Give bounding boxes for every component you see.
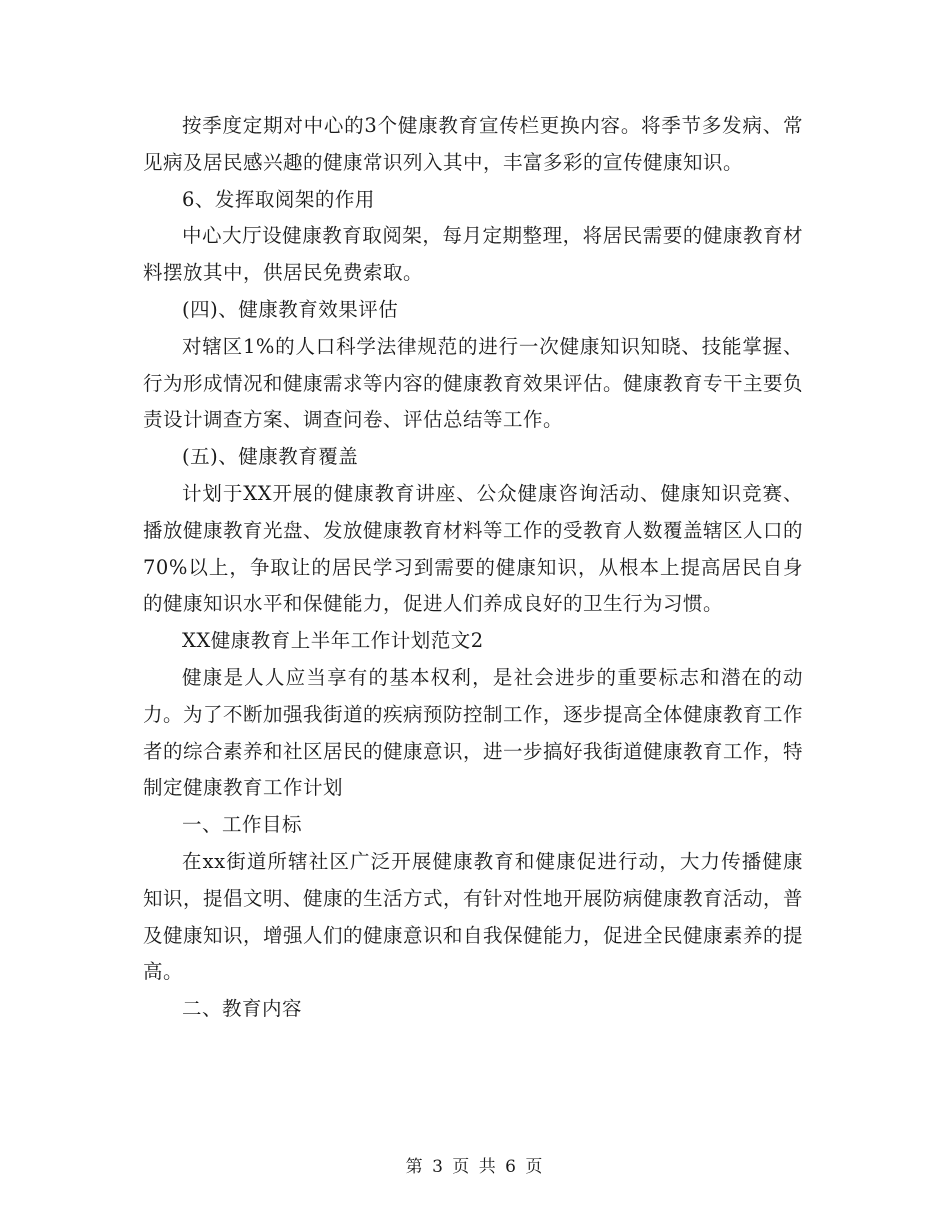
paragraph-effect-evaluation: 对辖区1%的人口科学法律规范的进行一次健康知识知晓、技能掌握、行为形成情况和健康需求等内容的健康教育效果评估。健康教育专干主要负责设计调查方案、调查问卷、评估总结等工作。 xyxy=(143,334,804,432)
page-number: 第 3 页 共 6 页 xyxy=(405,1157,545,1177)
heading-sample-title: XX健康教育上半年工作计划范文2 xyxy=(182,629,484,653)
paragraph-work-goals: 在xx街道所辖社区广泛开展健康教育和健康促进行动，大力传播健康知识，提倡文明、健康的生活方式，有针对性地开展防病健康教育活动，普及健康知识，增强人们的健康意识和自我保健能力，促进全民健康素养的提高。 xyxy=(143,849,804,984)
document-body xyxy=(143,108,803,1028)
heading-reading-rack: 6、发挥取阅架的作用 xyxy=(182,187,375,211)
paragraph-coverage: 计划于XX开展的健康教育讲座、公众健康咨询活动、健康知识竞赛、播放健康教育光盘、发放健康教育材料等工作的受教育人数覆盖辖区人口的70%以上，争取让的居民学习到需要的健康知识，从根本上提高居民自身的健康知识水平和保健能力，促进人们养成良好的卫生行为习惯。 xyxy=(143,481,804,616)
heading-effect-evaluation: (四)、健康教育效果评估 xyxy=(182,297,399,321)
paragraph-reading-rack: 中心大厅设健康教育取阅架，每月定期整理，将居民需要的健康教育材料摆放其中，供居民免费索取。 xyxy=(143,224,803,285)
heading-work-goals: 一、工作目标 xyxy=(182,813,303,837)
heading-education-content: 二、教育内容 xyxy=(182,997,303,1021)
paragraph-bulletin-board: 按季度定期对中心的3个健康教育宣传栏更换内容。将季节多发病、常见病及居民感兴趣的健康常识列入其中，丰富多彩的宣传健康知识。 xyxy=(143,114,803,174)
paragraph-introduction: 健康是人人应当享有的基本权利，是社会进步的重要标志和潜在的动力。为了不断加强我街道的疾病预防控制工作，逐步提高全体健康教育工作者的综合素养和社区居民的健康意识，进一步搞好我街道健康教育工作，特制定健康教育工作计划 xyxy=(143,665,804,800)
heading-coverage: (五)、健康教育覆盖 xyxy=(182,445,359,469)
